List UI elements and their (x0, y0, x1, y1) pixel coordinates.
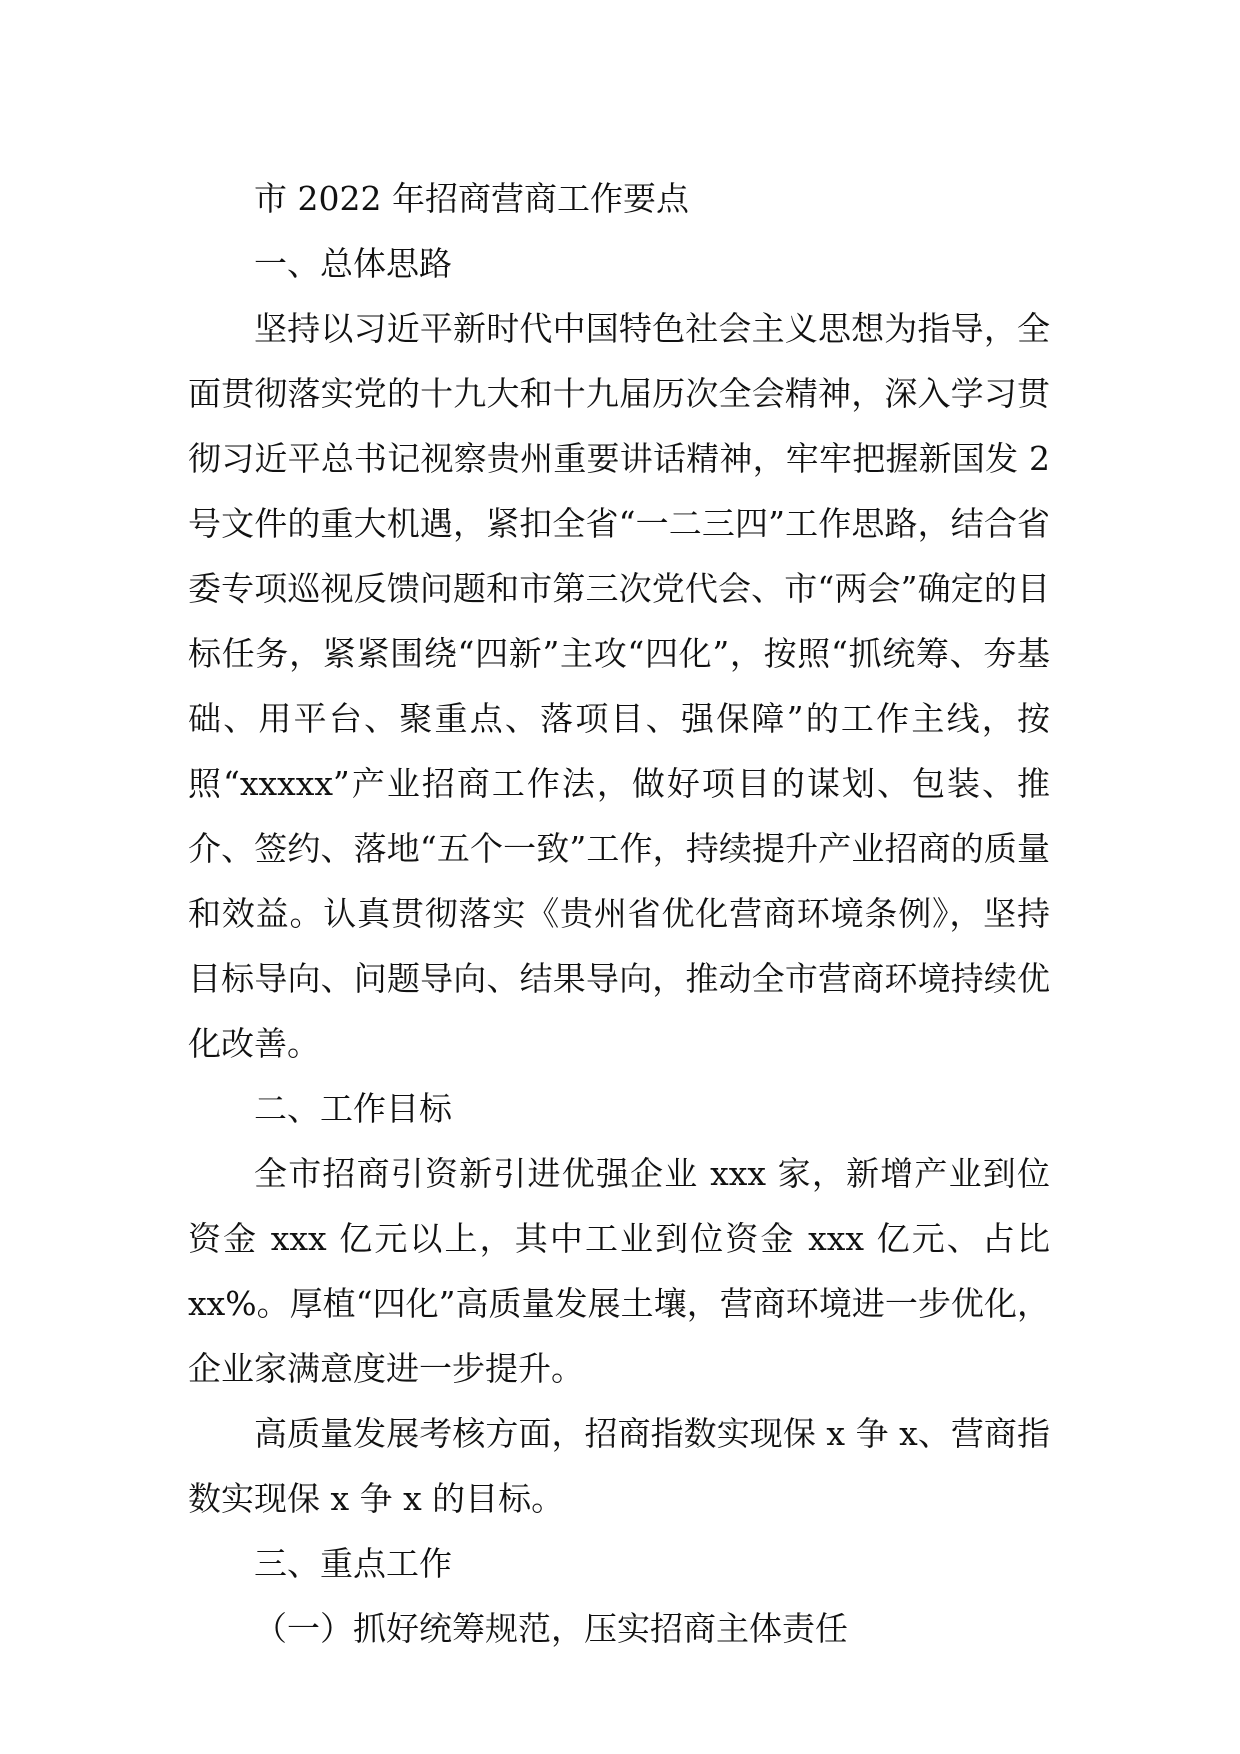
section-heading-overall-approach: 一、总体思路 (254, 244, 452, 283)
section-heading-work-goals: 二、工作目标 (254, 1089, 452, 1128)
subheading-coordination: （一）抓好统筹规范，压实招商主体责任 (254, 1609, 848, 1648)
paragraph-overall-approach: 坚持以习近平新时代中国特色社会主义思想为指导，全面贯彻落实党的十九大和十九届历次全会精神，深入学习贯彻习近平总书记视察贵州重要讲话精神，牢牢把握新国发 2 号文件的重大机遇，紧扣全省“一二三四”工作思路，结合省委专项巡视反馈问题和市第三次党代会、市“两会”确定的目标任务，紧紧围绕“四新”主攻“四化”，按照“抓统筹、夯基础、用平台、聚重点、落项目、强保障”的工作主线，按照“xxxxx”产业招商工作法，做好项目的谋划、包装、推介、签约、落地“五个一致”工作，持续提升产业招商的质量和效益。认真贯彻落实《贵州省优化营商环境条例》，坚持目标导向、问题导向、结果导向，推动全市营商环境持续优化改善。 (188, 309, 1050, 1063)
document-body (188, 166, 1050, 1661)
paragraph-assessment-goals: 高质量发展考核方面，招商指数实现保 x 争 x、营商指数实现保 x 争 x 的目标。 (188, 1414, 1050, 1518)
section-heading-key-work: 三、重点工作 (254, 1544, 452, 1583)
paragraph-work-goals: 全市招商引资新引进优强企业 xxx 家，新增产业到位资金 xxx 亿元以上，其中工业到位资金 xxx 亿元、占比 xx%。厚植“四化”高质量发展土壤，营商环境进一步优化，企业家满意度进一步提升。 (188, 1154, 1050, 1388)
document-title: 市 2022 年招商营商工作要点 (254, 179, 689, 218)
